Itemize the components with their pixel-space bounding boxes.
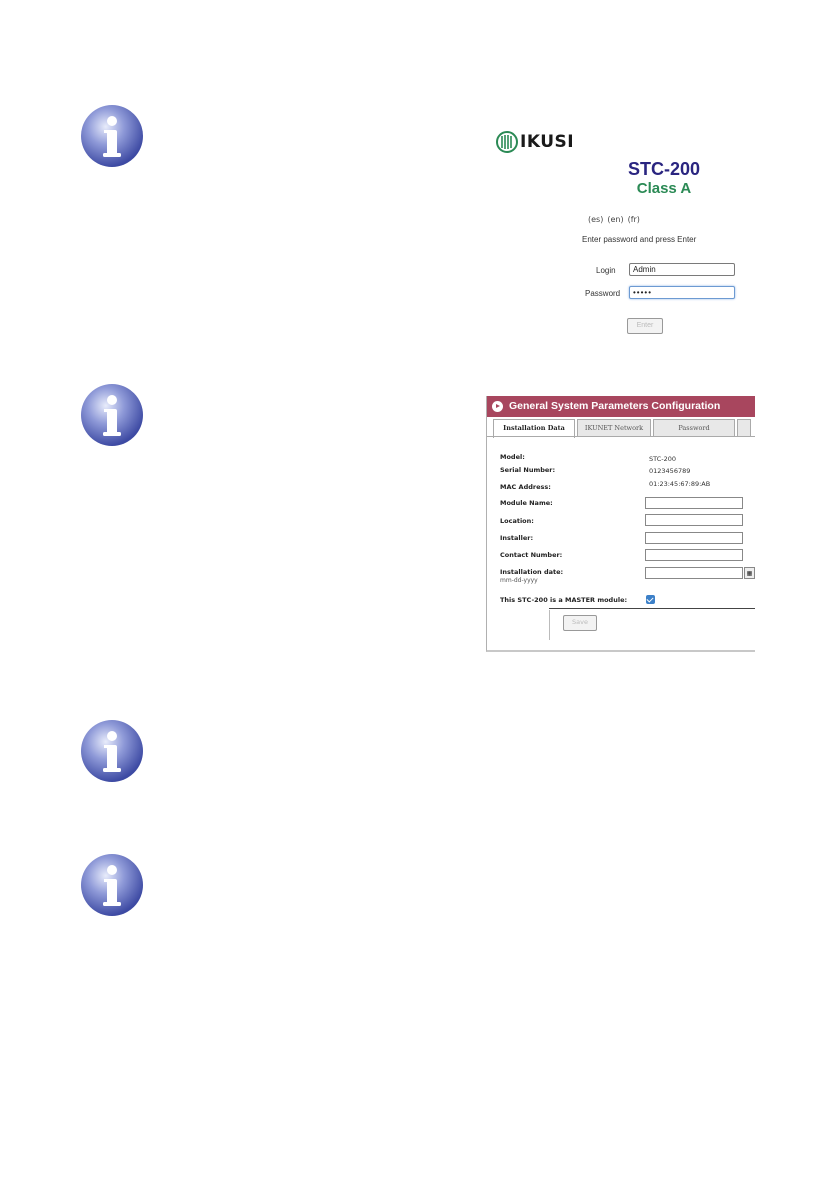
model-label: Model: <box>500 453 525 461</box>
password-input[interactable]: ••••• <box>629 286 735 299</box>
login-screen <box>488 112 752 344</box>
serial-number-value: 0123456789 <box>649 467 691 475</box>
model-value: STC-200 <box>649 455 677 463</box>
installer-input[interactable] <box>645 532 743 544</box>
info-icon <box>80 104 144 168</box>
mac-address-label: MAC Address: <box>500 483 551 491</box>
module-name-input[interactable] <box>645 497 743 509</box>
mac-address-value: 01:23:45:67:89:AB <box>649 480 711 488</box>
product-class: Class A <box>636 180 692 197</box>
serial-number-label: Serial Number: <box>500 466 556 474</box>
ikusi-logo-mark <box>496 131 518 153</box>
product-title: STC-200 <box>627 159 701 179</box>
tab-more[interactable] <box>737 419 751 436</box>
enter-button[interactable]: Enter <box>627 318 663 334</box>
info-icon <box>80 853 144 917</box>
language-selector <box>588 215 640 224</box>
location-label: Location: <box>500 517 534 525</box>
tab-password[interactable]: Password <box>653 419 735 436</box>
language-link-fr[interactable]: (fr) <box>627 215 640 224</box>
form-divider <box>549 608 755 609</box>
installer-label: Installer: <box>500 534 534 542</box>
form-divider-vertical <box>549 610 550 640</box>
config-header <box>487 396 755 417</box>
installation-date-input[interactable] <box>645 567 743 579</box>
tab-ikunet-network[interactable]: IKUNET Network <box>577 419 651 436</box>
tab-installation-data[interactable]: Installation Data <box>493 419 575 438</box>
tab-divider <box>487 436 755 437</box>
info-icon <box>80 719 144 783</box>
contact-number-label: Contact Number: <box>500 551 563 559</box>
calendar-icon[interactable]: ▦ <box>744 567 755 579</box>
contact-number-input[interactable] <box>645 549 743 561</box>
master-module-label: This STC-200 is a MASTER module: <box>500 596 628 604</box>
login-input[interactable]: Admin <box>629 263 735 276</box>
save-button[interactable]: Save <box>563 615 597 631</box>
config-title: General System Parameters Configuration <box>509 400 721 412</box>
language-link-en[interactable]: (en) <box>607 215 624 224</box>
installation-date-label: Installation date: <box>500 568 564 576</box>
play-icon <box>492 401 503 412</box>
password-label: Password <box>585 289 621 298</box>
master-module-checkbox[interactable] <box>646 595 655 604</box>
brand-name: IKUSI <box>520 132 575 152</box>
config-tabs <box>493 419 751 436</box>
date-format-hint: mm-dd-yyyy <box>500 577 538 584</box>
config-screen <box>486 396 755 652</box>
login-instruction: Enter password and press Enter <box>582 235 697 244</box>
module-name-label: Module Name: <box>500 499 553 507</box>
language-link-es[interactable]: (es) <box>588 215 604 224</box>
info-icon <box>80 383 144 447</box>
login-label: Login <box>596 266 616 275</box>
location-input[interactable] <box>645 514 743 526</box>
ikusi-logo <box>496 131 574 153</box>
